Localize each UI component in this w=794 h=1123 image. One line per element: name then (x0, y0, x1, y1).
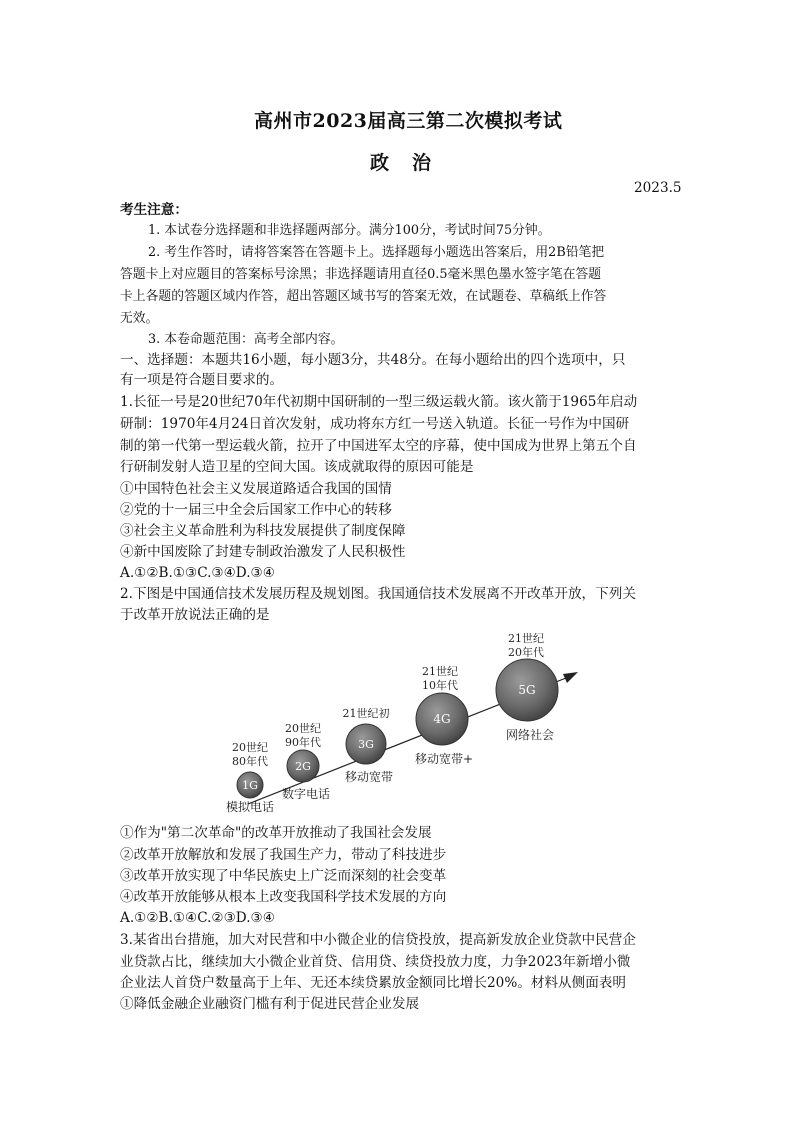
node-5g-caption: 网络社会 (505, 728, 555, 742)
q1-option-1: ①中国特色社会主义发展道路适合我国的国情 (120, 481, 392, 497)
node-5g-era-1: 21世纪 (508, 632, 544, 645)
node-3g-label: 3G (358, 738, 374, 751)
q2-option-2: ②改革开放解放和发展了我国生产力，带动了科技进步 (120, 847, 447, 863)
node-1g-label: 1G (242, 779, 258, 792)
node-2g-label: 2G (295, 760, 311, 773)
q1-option-3: ③社会主义革命胜利为科技发展提供了制度保障 (120, 523, 406, 539)
q2-answer-choices: A.①②B.①④C.②③D.③④ (120, 910, 275, 926)
notice-item-2-cont-3: 无效。 (120, 311, 159, 326)
communication-roadmap-figure (0, 620, 794, 840)
node-2g-caption: 数字电话 (281, 787, 331, 801)
section-heading-line-2: 有一项是符合题目要求的。 (120, 372, 284, 388)
q2-option-4: ④改革开放能够从根本上改变我国科学技术发展的方向 (120, 889, 447, 905)
node-5g-era-2: 20年代 (508, 646, 544, 659)
q2-stem-line-1: 2.下图是中国通信技术发展历程及规划图。我国通信技术发展离不开改革开放，下列关 (120, 586, 636, 602)
node-2g-era-1: 20世纪 (285, 722, 321, 735)
q1-answer-choices: A.①②B.①③C.③④D.③④ (120, 565, 275, 581)
q3-stem-line-1: 3.某省出台措施，加大对民营和中小微企业的信贷投放，提高新发放企业贷款中民营企 (120, 932, 636, 948)
notice-item-2: 2. 考生作答时，请将答案答在答题卡上。选择题每小题选出答案后，用2B铅笔把 (148, 245, 605, 260)
node-3g-caption: 移动宽带 (344, 770, 394, 784)
q1-option-2: ②党的十一届三中全会后国家工作中心的转移 (120, 502, 392, 518)
notice-item-1: 1. 本试卷分选择题和非选择题两部分。满分100分，考试时间75分钟。 (148, 223, 551, 238)
node-4g-era-2: 10年代 (422, 679, 458, 692)
q1-stem-line-4: 行研制发射人造卫星的空间大国。该成就取得的原因可能是 (120, 459, 474, 475)
node-4g-era-1: 21世纪 (422, 665, 458, 678)
q1-stem-line-2: 研制：1970年4月24日首次发射，成功将东方红一号送入轨道。长征一号作为中国研 (120, 416, 630, 432)
node-5g-label: 5G (518, 683, 536, 697)
node-3g-era-1: 21世纪初 (342, 707, 390, 720)
q3-option-1: ①降低金融企业融资门槛有利于促进民营企业发展 (120, 996, 420, 1012)
subject-title: 政 治 (370, 152, 434, 174)
node-4g-label: 4G (433, 712, 451, 726)
q2-stem-line-2: 于改革开放说法正确的是 (120, 607, 270, 623)
node-2g-era-2: 90年代 (285, 736, 321, 749)
q1-stem-line-1: 1.长征一号是20世纪70年代初期中国研制的一型三级运载火箭。该火箭于1965年启动 (120, 394, 638, 410)
node-1g-era-2: 80年代 (232, 755, 268, 768)
q2-option-3: ③改革开放实现了中华民族史上广泛而深刻的社会变革 (120, 868, 447, 884)
notice-item-2-cont-1: 答题卡上对应题目的答案标号涂黑；非选择题请用直径0.5毫米黑色墨水签字笔在答题 (120, 267, 602, 282)
node-4g-caption: 移动宽带+ (414, 752, 474, 766)
q3-stem-line-3: 企业法人首贷户数量高于上年、无还本续贷累放金额同比增长20%。材料从侧面表明 (120, 975, 626, 991)
node-1g-era-1: 20世纪 (232, 741, 268, 754)
notice-item-2-cont-2: 卡上各题的答题区域内作答，超出答题区域书写的答案无效，在试题卷、草稿纸上作答 (120, 289, 607, 304)
notice-heading: 考生注意： (120, 202, 188, 218)
exam-date: 2023.5 (634, 180, 682, 196)
notice-item-3: 3. 本卷命题范围：高考全部内容。 (148, 332, 344, 347)
q1-stem-line-3: 制的第一代第一型运载火箭，拉开了中国进军太空的序幕，使中国成为世界上第五个自 (120, 438, 637, 454)
exam-title: 高州市2023届高三第二次模拟考试 (254, 110, 563, 132)
section-heading-line-1: 一、选择题：本题共16小题，每小题3分，共48分。在每小题给出的四个选项中，只 (120, 352, 626, 368)
trend-arrow-head (563, 672, 578, 683)
q2-option-1: ①作为"第二次革命"的改革开放推动了我国社会发展 (120, 825, 432, 841)
node-1g-caption: 模拟电话 (225, 800, 275, 814)
q1-option-4: ④新中国废除了封建专制政治激发了人民积极性 (120, 544, 406, 560)
q3-stem-line-2: 业贷款占比，继续加大小微企业首贷、信用贷、续贷投放力度，力争2023年新增小微 (120, 954, 631, 970)
